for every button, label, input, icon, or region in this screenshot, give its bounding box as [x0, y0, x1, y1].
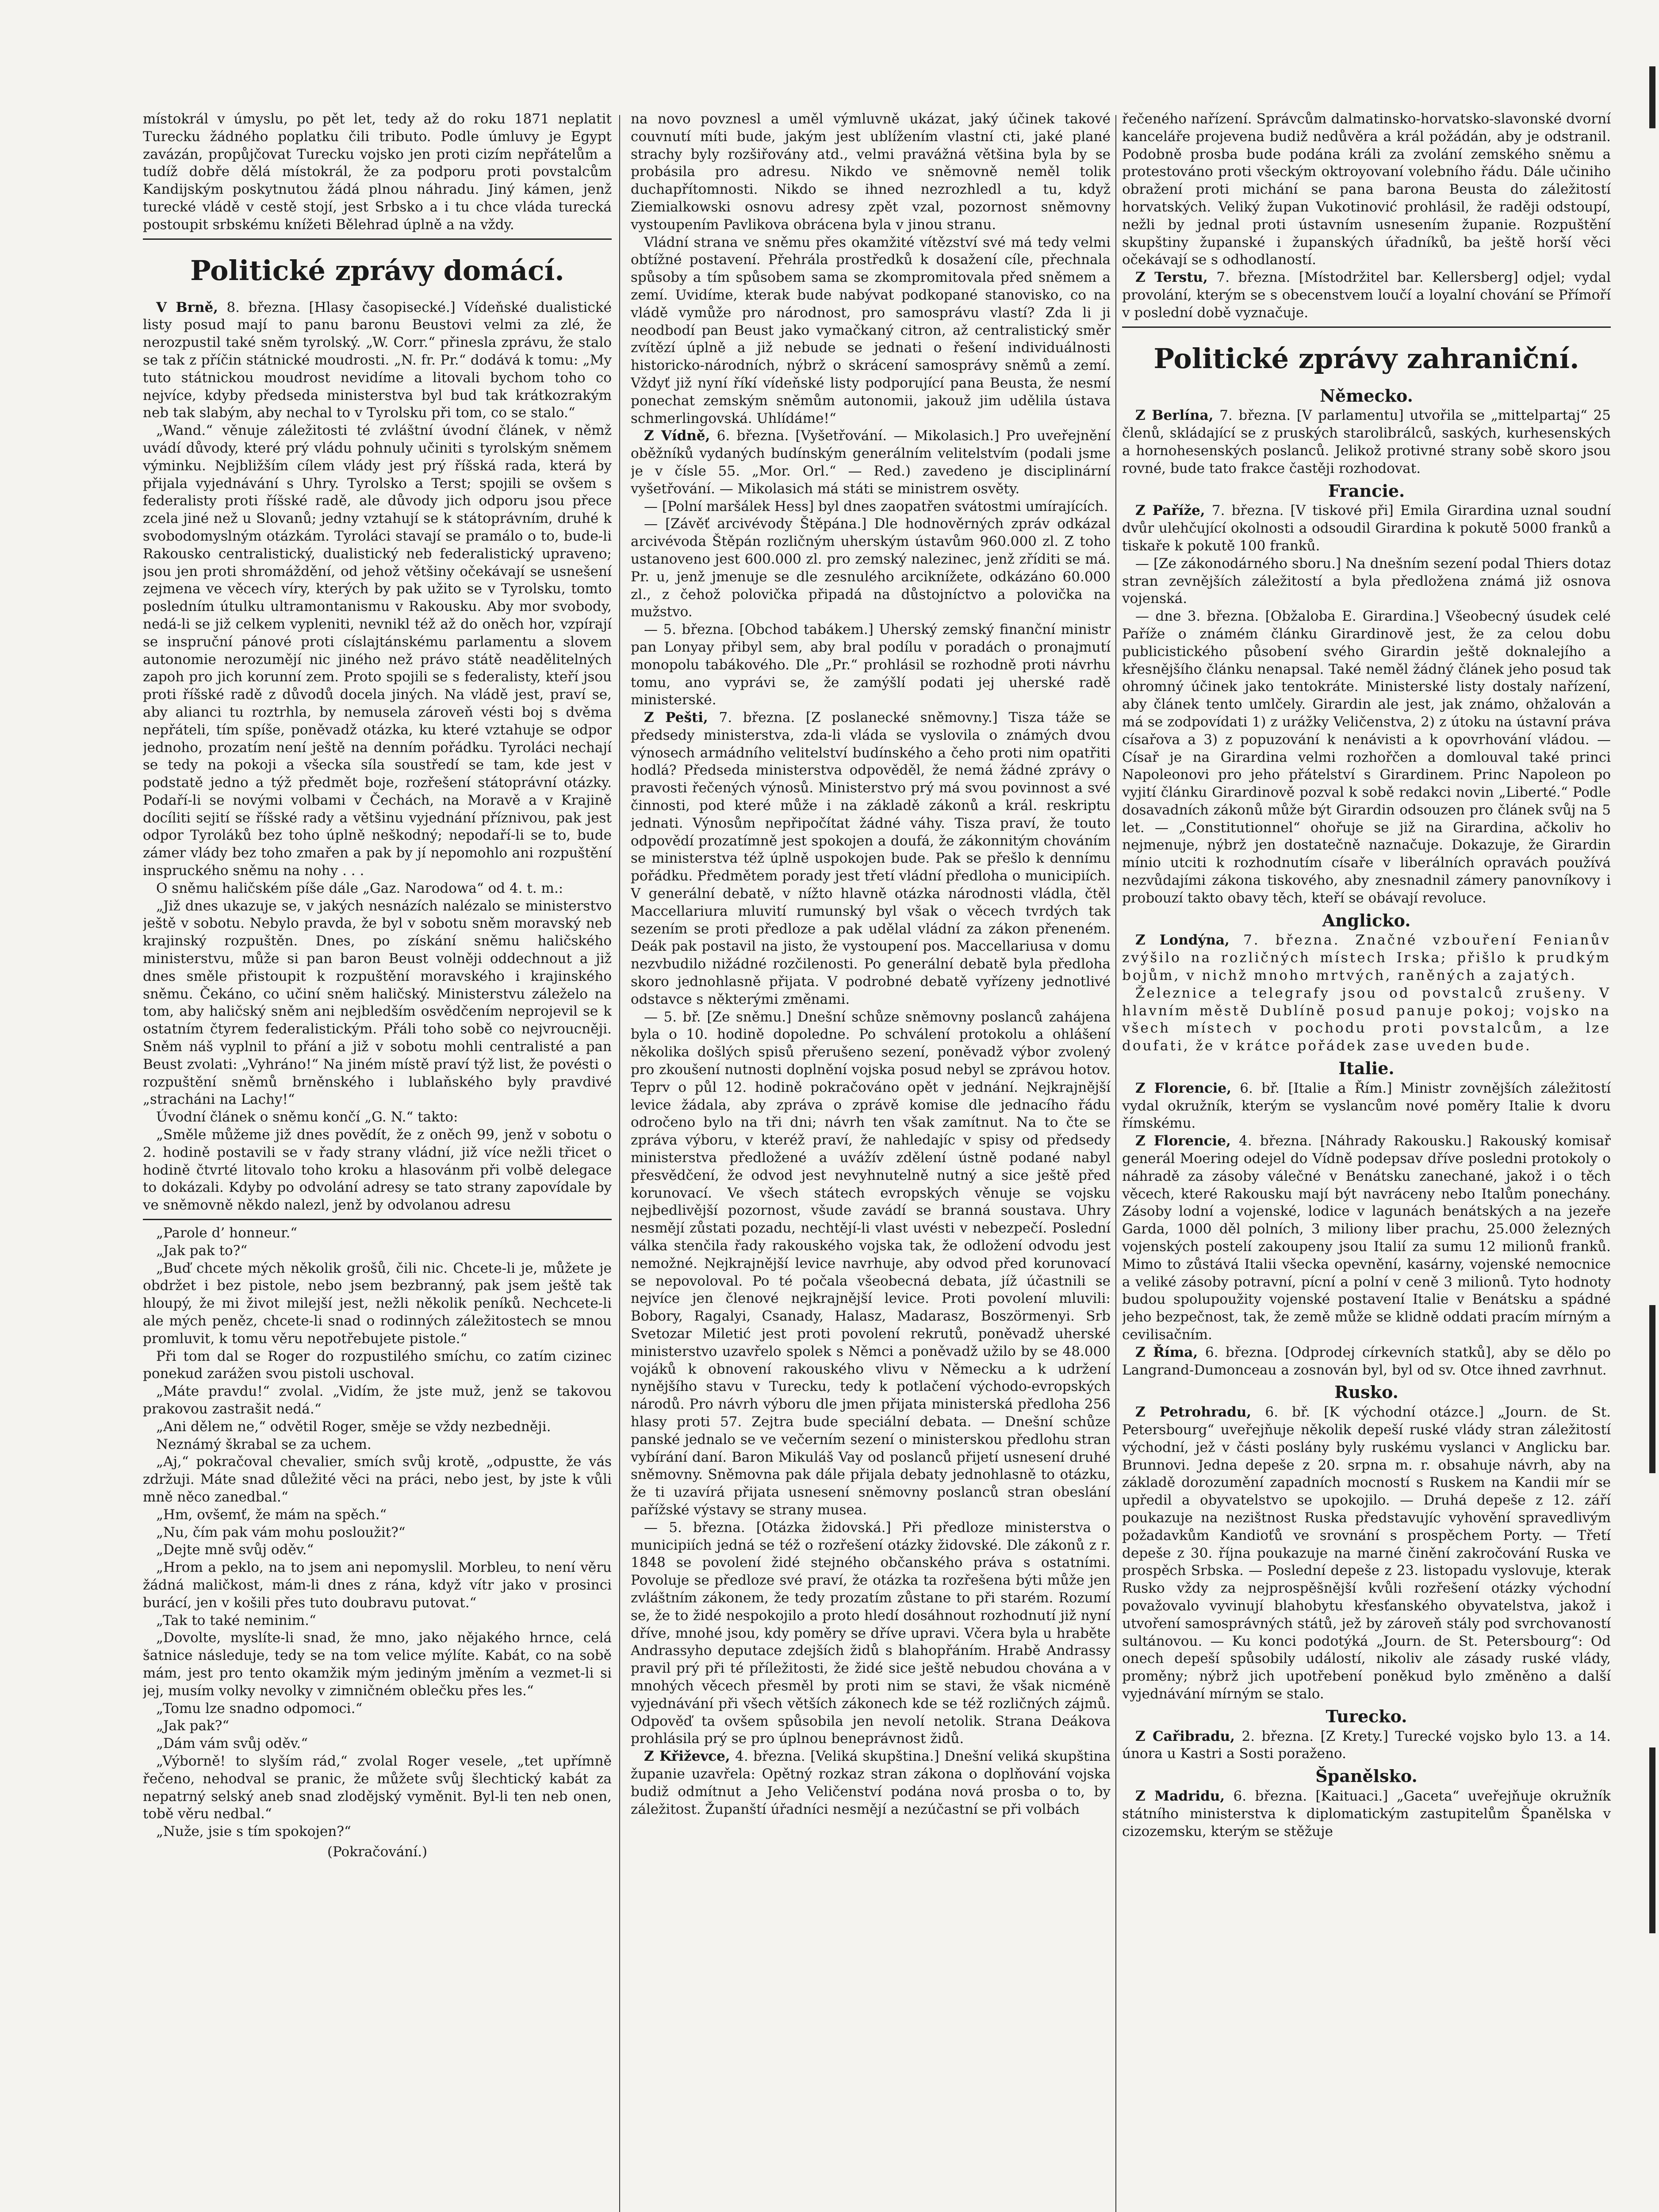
- article-krizevce: [631, 1748, 1111, 1818]
- feuilleton-line: Při tom dal se Roger do rozpustilého smíchu, co zatím cizinec ponekud zarážen svou pistoli uschoval.: [143, 1348, 612, 1382]
- article-paragraph: Vládní strana ve sněmu přes okamžité vítězství své má tedy velmi obtížné postavení. Přehrála prostředků k dosažení cíle, přechnala spůsoby a tím spůsobem sama se zkompromitovala před sněmem a zemí. Uvidíme, kterak bude nabývat podkopané stanovisko, co na vládě vymůže pro národnost, pro samosprávu vlastí? Zda li ji neodbodí pan Beust jako vymačkaný citron, až centralistický směr zvítězí úplně a již nebude se jednati o řešení individuálnosti historicko-národních, nýbrž o skrácení samosprávy sněmů a zemí. Vždyť již nyní říkí vídeňské listy podporující pana Beusta, že nesmí ponechat zemským sněmům autonomii, jakouž jim udělila ústava schmerlingovská. Uhlídáme!“: [631, 234, 1111, 426]
- feuilleton-line: „Aj,“ pokračoval chevalier, smích svůj krotě, „odpustte, že vás zdržuji. Máte snad důležité věci na práci, nebo jest, by jste k vůli mně něco zanedbal.“: [143, 1454, 612, 1505]
- article-text: 6. března. [Odprodej církevních statků], aby se dělo po Langrand-Dumonceau a zosnován byl, byl od sv. Otce ihned zavrhnut.: [1122, 1344, 1611, 1378]
- section-turkey: Turecko.: [1326, 1706, 1407, 1726]
- feuilleton-line: „Nuže, jsie s tím spokojen?“: [156, 1824, 351, 1840]
- article-text: 6. bř. [K východní otázce.] „Journ. de St. Petersbourg“ uveřejňuje několik depeší ruské vlády stran záležitostí východní, jež v části poslány byly ruskému vyslanci v Anglicku bar. Brunnovi. Jedna depeše z 20. srpna m. r. obsahuje návrh, aby na základě dorozumění zapadních mocností s Ruskem na Kandii mír se upředil a obyvatelstvo se upokojilo. — Druhá depeše z 12. září poukazuje na nezištnost Ruska představujíc vyhovění spravedlivým požadavkům Kandioťů ve srovnání s prospěchem Porty. — Třetí depeše z 30. října poukazuje na marné činění zakročování Ruska ve prospěch Srbska. — Poslední depeše z 23. listopadu vyslovuje, kterak Rusko vždy za nejprospěšnější kvůli rozřešení otázky východní považovalo vyvinují blahobytu křesťanského obyvatelstva, jakož i utvoření samosprávných států, jež by zároveň stály pod svrchovaností sultánovou. — Ku konci podotýká „Journ. de St. Petersbourg“: Od onech depeší spůsobily událostí, nikoliv ale zásady ruské vlády, proměny; nýbrž jich upotřebení poněkud bylo změněno a další vyjednávání mírným se stalo.: [1122, 1404, 1611, 1702]
- article-text: 6. bř. [Italie a Řím.] Ministr zovnějších záležitostí vydal okružník, kterým se vyslancům nové poměry Italie k dvoru římskému.: [1122, 1080, 1611, 1132]
- article-text: 6. března. [Vyšetřování. — Mikolasich.] Pro uveřejnění oběžníků vydaných budínským generálním velitelstvím (podali jsme je v čísle 55. „Mor. Orl.“ — Red.) zavedeno je disciplinární vyšetřování. — Mikolasich má státi se ministrem osvěty.: [631, 428, 1111, 497]
- article-caribrod: [1122, 1728, 1611, 1763]
- feuilleton-line: Neznámý škrabal se za uchem.: [156, 1436, 372, 1452]
- dateline: V Brně,: [156, 299, 218, 315]
- feuilleton-line: „Dám vám svůj oděv.“: [156, 1736, 308, 1752]
- article-paragraph: O sněmu haličském píše dále „Gaz. Narodowa“ od 4. t. m.:: [156, 880, 563, 896]
- feuilleton-line: „Tomu lze snadno odpomoci.“: [156, 1700, 363, 1717]
- article-text: 7. března. [Místodržitel bar. Kellersberg] odjel; vydal provolání, kterým se s obecenstvem loučí a loyalní chování se Přímoří v poslední době vyznačuje.: [1122, 269, 1611, 321]
- dateline: Z Cařibradu,: [1135, 1728, 1235, 1744]
- article-berlin: [1122, 407, 1611, 477]
- scan-edge-mark: [1649, 1747, 1655, 1933]
- section-france: Francie.: [1328, 480, 1405, 501]
- section-germany: Německo.: [1320, 385, 1413, 406]
- section-spain: Španělsko.: [1315, 1766, 1418, 1786]
- continuation-note: (Pokračování.): [327, 1843, 428, 1860]
- feuilleton-line: „Ani dělem ne,“ odvětil Roger, směje se vždy nezbedněji.: [156, 1418, 551, 1435]
- dateline: Z Pešti,: [644, 710, 708, 726]
- article-paragraph: „Wand.“ věnuje záležitosti té zvláštní úvodní článek, v němž uvádí důvody, které prý vládu pohnuly učiniti s tyrolským sněmem výminku. Nejbližším cílem vlády jest prý říšská rada, která by přijala vyjednávání s Uhry. Tyrolsko a Terst; spojili se ovšem s federalisty proti říšské radě, ale důvody jich odporu jsou přece zcela jiné než u Slovanů; jedny vztahují se k státoprávním, druhé k svobodomyslným otázkám. Tyroláci stavají se pramálo o to, bude-li Rakousko centralistický, dualistický neb federalistický upraveno; jsou jen proti shromáždění, od jehož většiny očekávají se usnešení zejmena ve věcech víry, kterých by pak užito se v Tyrolsku, tomto posledním útulku ultramontanismu v Rakousku. Aby mor svobody, nedá-li se již celkem vypleniti, nevnikl též až do oněch hor, vzpírají se inspruční pánové proti císlajtánskému parlamentu a slovem autonomie nerozumějí nic jiného než právo státě neadělitelných zapoh pro jich korunní zem. Proto spojili se s federalisty, kteří jsou proti říšské radě z důvodů docela jiných. Na vládě jest, praví se, aby alianci tu roztrhla, by nemusela zároveň vésti boj s dvěma nepřáteli, tím spíše, poněvadž otázka, ku které vztahuje se odpor jednoho, prozatím není ještě na denním pořádku. Tyroláci nechají se tedy na pokoji a všecka síla soustředí se tam, kde jest v podstatě jedno a týž předmět boje, rozřešení státoprávní otázky. Podaří-li se novými volbami v Čechách, na Moravě a v Krajině docíliti sejití se říšské rady a většinu vyjednání příznivou, pak jest odpor Tyroláků bez toho úplně neškodný; nepodaří-li se to, bude zámer vlády bez toho zmařen a pak by jí nepomohlo ani rozpuštění inspruckého sněmu na nohy . . .: [143, 422, 612, 879]
- article-paragraph: — 5. bř. [Ze sněmu.] Dnešní schůze sněmovny poslanců zahájena byla o 10. hodině dopoledne. Po schválení protokolu a ohlášení několika došlých spisů přerušeno sezení, poněvadž výbor zvolený pro zkoušení nutnosti doplnění vojska posud nebyl se zprávou hotov. Teprv o půl 12. hodině pokračováno opět v jednání. Nejkrajnější levice žádala, aby zpráva o zprávě komise dle jednacího řádu odročeno bylo na tři dni; návrh ten však zamítnut. Na to čte se zpráva výboru, v kteréž praví, že nahledajíc v spisy od předsedy ministerstva předložené a uvážív zdělení ústně podané nabyl přesvědčení, že odvod jest nevyhnutelně nutný a sice ještě před korunovací. Ve všech státech evropských věnuje se vojsku nejbedlivější pozornost, všude zavádí se branná soustava. Uhry nesmějí zůstati pozadu, nechtějí-li vlast uvésti v nebezpečí. Poslední válka stenčila řady rakouského vojska tak, že odložení odvodu jest nemožné. Nejkrajnější levice navrhuje, aby odvod před korunovací se nepovoloval. Po té počala všeobecná debata, jíž účastnili se nejvíce jen členové nejkrajnější levice. Proti povolení mluvili: Bobory, Ragalyi, Csanady, Halasz, Madarasz, Boszörmenyi. Srb Svetozar Miletić jest proti povolení rekrutů, poněvadž uherské ministerstvo uzavřelo spolek s Němci a poněvadž užilo by se 48.000 vojáků k obnovení rakouského vlivu v Německu a k udržení nynějšího stavu v Turecku, tedy k potlačení východo-evropských národů. Pro návrh výboru dle jmen přijata ministerská předloha 256 hlasy proti 57. Zejtra bude speciální debata. — Dnešní schůze panské jednalo se ve večerním sezení o ministerskou předlohu stran vybírání daní. Baron Mikuláš Vay od poslanců přijetí usnesení druhé sněmovny. Sněmovna pak dále přijala debaty jednohlasně to otázku, že ti uzavírá přijata usnesení sněmovny poslanců stran obeslání pařížské výstavy se strany musea.: [631, 1009, 1111, 1518]
- section-england: Anglicko.: [1322, 910, 1411, 930]
- dateline: Z Madridu,: [1135, 1788, 1225, 1804]
- dateline: Z Petrohradu,: [1135, 1404, 1252, 1421]
- column-right: [1122, 111, 1611, 2212]
- intro-paragraph: místokrál v úmyslu, po pět let, tedy až do roku 1871 neplatit Turecku žádného poplatku čili tributo. Podle úmluvy je Egypt zavázán, propůjčovat Turecku vojsko jen proti cizím nepřátelům a tudíž dobře dělá místokrál, že za podporu proti povstalcům Kandijským poskytnutou žádá plnou náhradu. Jiný kámen, jenž turecké vládě v cestě stojí, jest Srbsko a i tu chce vláda turecká postoupit srbskému knížeti Bělehrad úplně a na vždy.: [143, 111, 612, 233]
- article-london: [1122, 932, 1611, 984]
- dateline: Z Terstu,: [1135, 269, 1208, 286]
- section-italy: Italie.: [1338, 1058, 1395, 1079]
- article-paragraph: — [Závěť arcivévody Štěpána.] Dle hodnověrných zpráv odkázal arcivévoda Štěpán rozličným uherským ústavům 960.000 zl. Z toho ustanoveno jest 600.000 zl. pro zemský nalezinec, jenž zříditi se má. Pr. u, jenž jmenuje se dle zesnulého arciknížete, odkázáno 60.000 zl., z čehož polovička připadá na důstojníctvo a polovička na mužstvo.: [631, 516, 1111, 620]
- feuilleton-line: „Dejte mně svůj oděv.“: [156, 1542, 314, 1558]
- feuilleton-divider: [143, 1219, 612, 1220]
- article-paragraph: Úvodní článek o sněmu končí „G. N.“ takto:: [156, 1109, 458, 1125]
- dateline: Z Florencie,: [1135, 1080, 1232, 1096]
- article-paragraph: — [Polní maršálek Hess] byl dnes zaopatřen svátostmi umírajících.: [644, 498, 1108, 515]
- section-russia: Rusko.: [1334, 1382, 1398, 1402]
- article-text: 7. března. [V parlamentu] utvořila se „mittelpartaj“ 25 členů, skládající se z pruských starolibrálců, saských, kurhesenských a hornohesenských poslanců. Jelikož protivné strany sobě skoro jsou rovné, bude tato frakce častěji rozhodovat.: [1122, 407, 1611, 476]
- article-florence-2: [1122, 1133, 1611, 1344]
- article-paragraph: Železnice a telegrafy jsou od povstalců zrušeny. V hlavním městě Dublíně posud panuje pokoj; vojsko na všech místech v pochodu proti povstalcům, a lze doufati, že v krátce pořádek zase uveden bude.: [1122, 985, 1611, 1054]
- feuilleton-line: „Tak to také neminim.“: [156, 1612, 316, 1628]
- article-paragraph: — [Ze zákonodárného sboru.] Na dnešním sezení podal Thiers dotaz stran zevnějších záležitostí a byla předložena známá již osnova vojenská.: [1122, 555, 1611, 607]
- domestic-news-heading: Politické zprávy domácí.: [190, 254, 564, 287]
- feuilleton-line: „Dovolte, myslíte-li snad, že mno, jako nějakého hrnce, celá šatnice následuje, tedy se na tom velice mýlíte. Kabát, co na sobě mám, jest pro tento okamžik mým jediným jměním a vezmet-li si jej, musím volky nevolky v zimničném oblečku přes les.“: [143, 1630, 612, 1699]
- article-brno: [143, 299, 612, 422]
- article-text: 2. března. [Z Krety.] Turecké vojsko bylo 13. a 14. února u Kastri a Sosti poraženo.: [1122, 1728, 1611, 1762]
- column-rule: [619, 115, 620, 2212]
- dateline: Z Florencie,: [1135, 1133, 1231, 1149]
- article-petersburg: [1122, 1404, 1611, 1703]
- article-text: 6. března. [Kaituaci.] „Gaceta“ uveřejňuje okružník státního ministerstva k diplomatickým zastupitelům Španělska v cizozemsku, kterým se stěžuje: [1122, 1788, 1611, 1839]
- article-vienna: [631, 427, 1111, 498]
- dateline: Z Vídně,: [644, 428, 710, 444]
- feuilleton-line: „Máte pravdu!“ zvolal. „Vidím, že jste muž, jenž se takovou prakovou zastrašit nedá.“: [143, 1383, 612, 1417]
- feuilleton-line: „Hrom a peklo, na to jsem ani nepomyslil. Morbleu, to není věru žádná maličkost, mám-li dnes z rána, když vítr jako v prosinci burácí, jen v košili přes tuto doubravu putovat.“: [143, 1559, 612, 1611]
- article-paragraph: — 5. března. [Obchod tabákem.] Uherský zemský finanční ministr pan Lonyay přibyl sem, aby bral podílu v poradách o pronajmutí monopolu tabákového. Dle „Pr.“ prohlásil se rozhodně proti návrhu tomu, ano vyprávi se, že zamýšlí podati jej uherské radě ministerské.: [631, 622, 1111, 708]
- article-paragraph: — 5. března. [Otázka židovská.] Při předloze ministerstva o municipiích jedná se též o rozřešení otázky židovské. Dle zákonů z r. 1848 se povolení židé stejného občanského práva s ostatními. Povoluje se předloze své praví, že otázka ta rozřešena býti může jen zvláštním zákonem, že tedy prozatím zůstane to při starém. Rozumí se, že to židé nespokojilo a proto hledí dosáhnout rozhodnutí již nyní dříve, mnohé jsou, kdy poměry se dříve upravi. Včera byla u hraběte Andrassyho deputace zdejších židů s blahopřáním. Hrabě Andrassy pravil prý při té příležitosti, že židé sice ještě nebudou chována a v mnohých věcech přesměl by proti nim se stavi, že však nicméně vyjednávání při všech větších zákonech kde se též rozličných zájmů. Odpověď ta ovšem spůsobila jen nevolí netolik. Strana Deákova prohlásila prý se pro úplnou beneprávnost židů.: [631, 1519, 1111, 1747]
- article-text: 4. března. [Veliká skupština.] Dnešní veliká skupština županie uzavřela: Opětný rozkaz stran zákona o doplňování vojska budiž odmítnut a Jeho Veličenství podána nová prosba o to, by záležitost. Županští úřadníci nesmějí a nezúčastní se při volbách: [631, 1748, 1111, 1817]
- feuilleton: [143, 1225, 612, 1861]
- article-rome: [1122, 1344, 1611, 1379]
- article-pest: [631, 709, 1111, 1009]
- divider: [1122, 326, 1611, 328]
- dateline: Z Křiževce,: [644, 1748, 730, 1765]
- article-paragraph: „Již dnes ukazuje se, v jakých nesnázích nalézalo se ministerstvo ještě v sobotu. Nebylo pravda, že byl v sobotu sněm moravský neb krajinský rozpuštěn. Dnes, po získání sněmu haličského ministerstvu, může si pan baron Beust volněji oddechnout a již dnes směle přistoupit k rozpuštění moravského i krajinského sněmu. Čekáno, co učiní sněm haličský. Ministerstvu záleželo na tom, aby haličský sněm ani nejbledším osvědčením neprojevil se k ostatním čtyrem federalistickým. Přáli toho sobě co nejvroucněji. Sněm náš vyplnil to přání a již v sobotu mohli centralisté a pan Beust zvolati: „Vyhráno!“ Na jiném místě praví týž list, že povésti o rozpuštění sněmů brněnského i lublaňského byly pravdivé „stracháni na Lachy!“: [143, 898, 612, 1108]
- article-text: 7. března. [V tiskové při] Emila Girardina uznal soudní dvůr ulehčující okolnosti a odsoudil Girardina k pokutě 5000 franků a tiskaře k pokutě 100 franků.: [1122, 503, 1611, 554]
- divider: [143, 238, 612, 240]
- feuilleton-line: „Jak pak to?“: [156, 1242, 248, 1259]
- feuilleton-line: „Výborně! to slyším rád,“ zvolal Roger vesele, „tet upřímně řečeno, nehodval se pranic, že můžete svůj šlechtický kabát za nepatrný selský aneb snad zlodějský vyměnit. Byl-li ten neb onen, tobě věru nedbal.“: [143, 1753, 612, 1822]
- feuilleton-line: „Parole d’ honneur.“: [156, 1225, 298, 1241]
- article-text: 7. března. Značné vzbouření Fenianův zvýšilo na rozličných místech Irska; přišlo k prudkým bojům, v nichž mnoho mrtvých, raněných a zajatých.: [1122, 932, 1611, 984]
- feuilleton-line: „Jak pak?“: [156, 1718, 230, 1734]
- article-text: 4. března. [Náhrady Rakousku.] Rakouský komisař generál Moering odejel do Vídně podepsav dříve posledni protokoly o náhradě za zásoby válečné v Benátsku zanechané, jakož i o těch věcech, které Rakousku mají být navráceny nebo Italům ponechány. Zásoby lodní a vojenské, lodice v lagunách benátských a na jezeře Garda, 1000 děl polních, 3 miliony liber prachu, 25.000 železných vojenských postelí zakoupeny jsou Italií za sumu 12 milionů franků. Mimo to zůstává Italii všecka opevnění, kasárny, vojenské nemocnice a veliké zásoby potravní, pícní a polní v ceně 3 milionů. Tyto hodnoty budou spolupoužity vojenské postavení Italie v Benátsku a spádné jeho bezpečnost, tak, že země může se klidně oddati pracím mírným a cevilisačním.: [1122, 1133, 1611, 1343]
- dateline: Z Londýna,: [1135, 932, 1230, 949]
- article-paragraph: — dne 3. března. [Obžaloba E. Girardina.] Všeobecný úsudek celé Paříže o známém článku Girardinově jest, že za celou dobu publicistického působení svého Girardin ještě doknalejího a křesnějšího článku nenapsal. Také neměl žádný článek jeho posud tak ohromný účinek jako tentokráte. Ministerské listy dostaly nařízení, aby článek tento umlčely. Girardin ale jest, jak známo, ohžalován a má se zodpovídati 1) z urážky Veličenstva, 2) z útoku na ústavní práva císařova a 3) z popuzování k nenávisti a k opovrhování vládou. — Císař je na Girardina velmi rozhořčen a domlouval také princi Napoleonovi pro jeho přátelství s Girardinem. Princ Napoleon po vyjití článku Girardinově pozval k sobě redakci novin „Liberté.“ Podle dosavadních zákonů může být Girardin odsouzen pro článek svůj na 5 let. — „Constitutionnel“ ohořuje se již na Girardina, ačkoliv ho nejmenuje, nýbrž jen dostatečně naznačuje. Dokazuje, že Girardin mínio utciti k rozhodnutím císaře v liberálních opravách používá nezvůdajími zákona tiskového, aby znesnadnil zámery panovníkovy i probouzí takto obavy těch, kteří se obávají revoluce.: [1122, 608, 1611, 906]
- article-paragraph: na novo povznesl a uměl výmluvně ukázat, jaký účinek takové couvnutí míti bude, jakým jest ublížením vlastní cti, jaké plané strachy byly rozšiřovány atd., velmi pravážná většina byla by se probásila pro adresu. Nikdo ve sněmovně neměl tolik duchapřítomnosti. Nikdo se ihned nezrozhledl a tu, když Ziemialkowski osnovu adresy zpět vzal, pozornost sněmovny vystoupením Pavlikova obrácena byla v jinou stranu.: [631, 111, 1111, 233]
- scan-edge-mark: [1649, 1305, 1655, 1473]
- article-madrid: [1122, 1788, 1611, 1840]
- article-paris: [1122, 502, 1611, 555]
- article-trieste: [1122, 269, 1611, 322]
- dateline: Z Berlína,: [1135, 407, 1214, 424]
- article-text: 7. března. [Z poslanecké sněmovny.] Tisza táže se předsedy ministerstva, zda-li vláda se vyslovila o známých dvou výnosech armádního velitelství budínského a čeho proti nim opatřiti hodlá? Předseda ministerstva odpověděl, že nemá žádné zprávy o pravosti řečených výnosů. Ministerstvo prý má svou povinnost a své činnosti, pod které může i na základě zákonů a král. reskriptu jednati. Výnosům nepřipočítat žádné váhy. Tisza praví, že touto odpovědí prozatímně jest spokojen a doufá, že zákonnitým chováním se ministerstva též úplně uspokojen bude. Pak se přešlo k dennímu pořádku. Předmětem porady jest třetí vládní předloha o municipiích. V generální debatě, v nížto hlavně otázka národnosti vládla, čtěl Maccellariura mluvití rumunský byl však o věcech tvrdých tak sezením se proti předloze a pak udělal vládní za zákon přeneném. Deák pak postavil na jisto, že vystoupení pos. Maccellariusa v domu nezvbudilo nižádné rozčilenosti. Po generální debatě byla předloha skoro jednohlasně přijata. V podrobné debatě vyřízeny jednotlivé odstavce s některými změnami.: [631, 710, 1111, 1007]
- dateline: Z Paříže,: [1135, 503, 1205, 519]
- column-middle: [631, 111, 1111, 2212]
- feuilleton-line: „Nu, čím pak vám mohu posloužit?“: [156, 1524, 406, 1540]
- article-florence: [1122, 1080, 1611, 1133]
- scan-edge-mark: [1649, 66, 1655, 128]
- dateline: Z Říma,: [1135, 1344, 1198, 1360]
- column-left: [143, 111, 612, 2212]
- article-paragraph: řečeného nařízení. Správcům dalmatinsko-horvatsko-slavonské dvorní kanceláře projevena budiž nedůvěra a král požádán, aby je odstranil. Podobně prosba bude podána králi za zvolání zemského sněmu a protestováno proti všeckým oktroyovaní volebního řádu. Dále učiniho obražení proti michání se pana barona Beusta do záležitostí horvatských. Veliký župan Vukotinović prohlásil, že raději odstoupí, nežli by jednal proti ústavním usnesením županie. Rozpuštění skupštiny županské i županských úřadníků, ba ještě horší věci očekávají se s odhodlaností.: [1122, 111, 1611, 268]
- article-text: 8. března. [Hlasy časopisecké.] Vídeňské dualistické listy posud mají to panu baronu Beustovi velmi za zlé, že nerozpustil také sněm tyrolský. „W. Corr.“ přinesla zprávu, že stalo se tak z příčin státnické moudrosti. „N. fr. Pr.“ dodává k tomu: „My tuto státnickou moudrost nevidíme a litovali bychom toho co nejvíce, kdyby předseda ministerstva byl bud tak krátkozrakým neb tak slabým, aby nechal to v Tyrolsku při tom, co se stalo.“: [143, 299, 612, 421]
- article-paragraph: „Směle můžeme již dnes povědít, že z oněch 99, jenž v sobotu o 2. hodině postavili se v řady strany vládní, již více nežli třicet o hodině čtvrté litovalo toho kroku a hlasovánm při volbě delegace to dokázali. Kdyby po odvolání adresy se tato strany zapovídale by ve sněmovně někdo nalezl, jenž by odvolanou adresu: [143, 1127, 612, 1214]
- foreign-news-heading: Politické zprávy zahraniční.: [1153, 342, 1579, 375]
- feuilleton-line: „Buď chcete mých několik grošů, čili nic. Chcete-li je, můžete je obdržet i bez pistole, nebo jsem bezbranný, pak jsem ještě tak hloupý, že mi život milejší jest, nežli několik peníků. Nechcete-li ale mých peněz, chcete-li snad o rodinných záležitostech se mnou promluvit, k tomu věru nepotřebujete pistole.“: [143, 1260, 612, 1347]
- feuilleton-line: „Hm, ovšemť, že mám na spěch.“: [156, 1506, 387, 1523]
- column-rule: [1115, 115, 1116, 2212]
